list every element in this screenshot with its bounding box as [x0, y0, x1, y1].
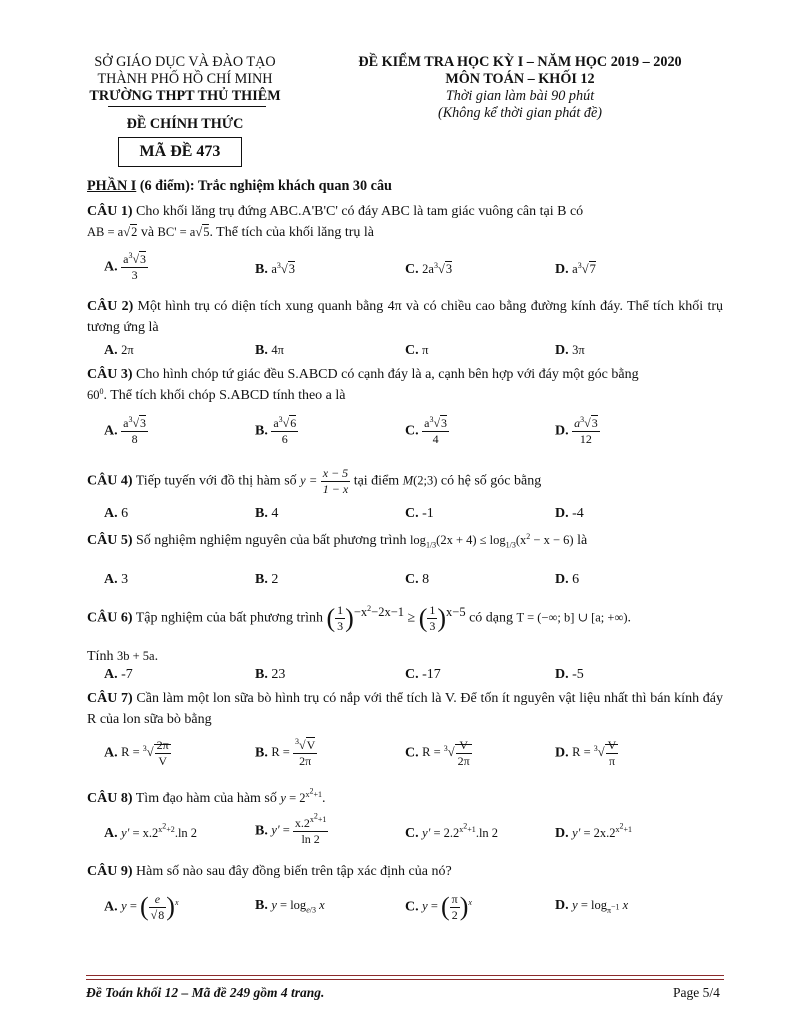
- math-expr: $2a^3√3$: [422, 260, 453, 276]
- answer-letter: C.: [405, 745, 419, 761]
- math-expr: = $2^{x^2+1}$: [285, 786, 323, 805]
- math-expr: $y' = 2.2^{x^2+1}.\ln$ 2: [422, 821, 499, 840]
- math-frac: $\frac{a^3√3}{3}$: [123, 251, 147, 282]
- math-expr: y: [280, 791, 286, 805]
- answer-letter: C.: [405, 667, 419, 682]
- header-divider: [108, 106, 266, 107]
- answer-a[interactable]: [104, 572, 128, 588]
- question-text: có dạng: [469, 610, 514, 626]
- answer-letter: B.: [255, 423, 268, 439]
- answer-a[interactable]: [104, 252, 148, 283]
- answer-d[interactable]: [555, 667, 584, 683]
- answer-letter: D.: [555, 826, 569, 841]
- exam-time: Thời gian làm bài 90 phút: [445, 88, 595, 104]
- answer-c[interactable]: [405, 262, 452, 278]
- math-expr: $y = \log_{e/3} x$: [271, 898, 325, 915]
- exam-code: MÃ ĐỀ 473: [118, 137, 242, 167]
- answer-a[interactable]: [104, 343, 134, 359]
- answer-letter: A.: [104, 506, 118, 521]
- answer-c[interactable]: [405, 667, 441, 683]
- answer-value: 3: [121, 572, 129, 587]
- exam-header: [330, 54, 710, 122]
- answer-letter: B.: [255, 343, 268, 358]
- answer-letter: D.: [555, 506, 569, 521]
- math-expr: (2;3): [413, 473, 438, 488]
- exam-note: (Không kể thời gian phát đề): [437, 105, 602, 121]
- question-3: [87, 364, 723, 406]
- math-expr: AB = a√2: [87, 225, 138, 239]
- answer-value: π: [422, 343, 429, 357]
- question-label: CÂU 4): [87, 473, 133, 489]
- answer-d[interactable]: [555, 821, 633, 842]
- question-text: Tìm đạo hàm của hàm số: [132, 791, 277, 806]
- math-expr: R = $^3$√ $\frac{V}{\pi}$: [572, 738, 617, 768]
- answer-letter: B.: [255, 898, 268, 913]
- math-frac: $\frac{x - 5}{1 - x}$: [322, 466, 349, 496]
- answer-letter: B.: [255, 823, 268, 839]
- math-expr: T = (−∞; b] ∪ [a; +∞): [516, 610, 628, 625]
- math-expr: y' = $\frac{x.2^{x^2+1}}{\ln 2}$: [271, 811, 327, 846]
- answer-a[interactable]: [104, 738, 171, 769]
- math-expr: R = $^3$√ $\frac{2\pi}{V}$: [121, 738, 169, 768]
- answer-letter: A.: [104, 423, 118, 439]
- answer-letter: A.: [104, 667, 118, 682]
- math-frac: $\frac{a^3√6}{6}$: [273, 415, 297, 446]
- school-name: TRƯỜNG THPT THỦ THIÊM: [89, 88, 281, 104]
- question-label: CÂU 7): [87, 691, 133, 706]
- math-expr: $60^0$: [87, 386, 104, 402]
- answer-value: -7: [121, 667, 133, 682]
- official-label: ĐỀ CHÍNH THỨC: [126, 116, 244, 132]
- question-text: Số nghiệm nghiệm nguyên của bất phương trình: [132, 533, 407, 548]
- math-expr: BC' = a√5: [157, 225, 210, 239]
- question-9: [87, 861, 723, 882]
- math-expr: R = $^3$√ $\frac{V}{2\pi}$: [422, 738, 470, 768]
- question-label: CÂU 6): [87, 610, 133, 626]
- question-text: Cần làm một lon sữa bò hình trụ có nắp với thể tích là V. Để tốn ít nguyên vật liệu nhất thì bán kính đáy R của lon sữa bò bằng: [87, 691, 723, 727]
- department-name: SỞ GIÁO DỤC VÀ ĐÀO TẠO: [94, 54, 276, 70]
- answer-letter: D.: [555, 667, 569, 682]
- answer-c[interactable]: [405, 506, 434, 522]
- answer-letter: C.: [405, 262, 419, 277]
- answer-letter: C.: [405, 343, 419, 358]
- answer-letter: B.: [255, 262, 268, 277]
- question-text: Một hình trụ có diện tích xung quanh bằng 4π và có chiều cao bằng đường kính đáy. Thể tích khối trụ tương ứng là: [87, 299, 723, 335]
- math-frac: $\frac{a^3√3}{4}$: [424, 415, 448, 446]
- math-expr: $\log_{1/3}(2x + 4) \le \log_{1/3}(x^2 - x - 6)$: [409, 531, 574, 550]
- answer-value: -4: [572, 506, 584, 521]
- math-frac: $\frac{a^3√3}{8}$: [123, 415, 147, 446]
- math-expr: y = ( $\frac{\pi}{2}$ )$^x$: [422, 892, 472, 922]
- answer-a[interactable]: [104, 506, 128, 522]
- answer-value: 6: [572, 572, 580, 587]
- answer-letter: A.: [104, 745, 118, 761]
- question-6-followup: Tính 3b + 5a.: [87, 649, 159, 664]
- answer-value: -5: [572, 667, 584, 682]
- answer-c[interactable]: [405, 572, 429, 588]
- math-expr: M: [402, 473, 414, 488]
- answer-d[interactable]: [555, 262, 596, 278]
- question-text: Cho hình chóp tứ giác đều S.ABCD có cạnh đáy là a, cạnh bên hợp với đáy một góc bằng: [132, 367, 639, 382]
- question-1: CÂU 1) Cho khối lăng trụ đứng ABC.A'B'C' có đáy ABC là tam giác vuông cân tại B có AB = a√2 và BC' = a√5. Thể tích của khối lăng trụ là: [87, 204, 584, 240]
- footer-divider: [86, 975, 724, 976]
- answer-a[interactable]: [104, 892, 179, 923]
- math-frac: $\frac{1}{3}$: [429, 603, 436, 633]
- math-expr: $y' = 2x.2^{x^2+1}$: [572, 821, 633, 840]
- answer-a[interactable]: [104, 821, 198, 842]
- question-text: Hàm số nào sau đây đồng biến trên tập xác định của nó?: [132, 864, 452, 879]
- question-label: CÂU 3): [87, 367, 133, 382]
- footer-note: Đề Toán khối 12 – Mã đề 249 gồm 4 trang.: [86, 985, 325, 1000]
- answer-b[interactable]: [255, 572, 278, 588]
- answer-c[interactable]: [405, 416, 449, 447]
- answer-value: 4: [271, 506, 279, 521]
- answer-letter: A.: [104, 343, 118, 358]
- answer-value: 23: [271, 667, 286, 682]
- math-expr: $a^3√3$: [271, 260, 296, 276]
- answer-letter: D.: [555, 423, 569, 439]
- answer-letter: B.: [255, 745, 268, 761]
- question-text: Tính: [87, 649, 114, 664]
- answer-c[interactable]: [405, 738, 472, 769]
- answer-d[interactable]: [555, 738, 618, 769]
- math-expr: y =: [300, 473, 318, 488]
- question-5: [87, 530, 723, 551]
- question-text: là: [577, 533, 588, 548]
- question-7: [87, 688, 723, 730]
- answer-letter: D.: [555, 898, 569, 913]
- part-label: PHẦN I: [87, 178, 137, 194]
- answer-b[interactable]: [255, 667, 285, 683]
- math-frac: $\frac{a^3√3}{12}$: [574, 415, 598, 446]
- answer-letter: D.: [555, 745, 569, 761]
- answer-letter: A.: [104, 826, 118, 841]
- answer-b[interactable]: [255, 506, 278, 522]
- math-frac: $\frac{1}{3}$: [337, 603, 344, 633]
- question-4: [87, 466, 723, 497]
- answer-a[interactable]: [104, 667, 133, 683]
- math-expr: 3b + 5a: [116, 649, 155, 663]
- answer-d[interactable]: [555, 416, 600, 447]
- question-6: CÂU 6) Tập nghiệm của bất phương trình ( $\frac{1}{3}$ )$^{-x^2-2x-1}$ ≥ ( $\frac{1}{3}$ )$^{x-5}$ có dạng T = (−∞; b] ∪ [a; +∞).: [87, 603, 632, 633]
- answer-letter: D.: [555, 343, 569, 358]
- answer-d[interactable]: [555, 898, 628, 914]
- question-text: Tập nghiệm của bất phương trình: [132, 610, 323, 626]
- math-expr: $a^3√7$: [572, 260, 596, 276]
- question-text: . Thể tích của khối lăng trụ là: [209, 225, 375, 240]
- answer-value: -17: [422, 667, 441, 682]
- part-description: (6 điểm): Trắc nghiệm khách quan 30 câu: [136, 178, 392, 194]
- answer-letter: B.: [255, 506, 268, 521]
- answer-letter: C.: [405, 423, 419, 439]
- answer-b[interactable]: [255, 738, 317, 769]
- answer-letter: A.: [104, 572, 118, 587]
- question-label: CÂU 2): [87, 299, 134, 314]
- answer-b[interactable]: [255, 811, 328, 847]
- answer-c[interactable]: [405, 892, 472, 923]
- answer-value: 2: [271, 572, 279, 587]
- math-expr: $y' = x.2^{x^2+2}.\ln$ 2: [121, 821, 198, 840]
- answer-b[interactable]: [255, 898, 325, 914]
- answer-b[interactable]: [255, 416, 298, 447]
- answer-letter: C.: [405, 506, 419, 521]
- answer-d[interactable]: [555, 343, 585, 359]
- answer-letter: B.: [255, 572, 268, 587]
- city-name: THÀNH PHỐ HỒ CHÍ MINH: [97, 71, 273, 87]
- question-text: có hệ số góc bằng: [440, 473, 542, 489]
- math-expr: $y = \log_{\pi^{-1}} x$: [572, 898, 629, 915]
- question-2: [87, 296, 723, 338]
- answer-value: 3π: [572, 343, 585, 357]
- answer-d[interactable]: [555, 572, 579, 588]
- math-expr: y = ( $\frac{e}{√8}$ )$^x$: [121, 892, 179, 922]
- answer-letter: C.: [405, 572, 419, 587]
- answer-d[interactable]: [555, 506, 584, 522]
- question-label: CÂU 8): [87, 791, 133, 806]
- answer-a[interactable]: [104, 416, 148, 447]
- question-label: CÂU 5): [87, 533, 133, 548]
- answer-letter: D.: [555, 572, 569, 587]
- part-heading: [87, 178, 392, 195]
- answer-c[interactable]: [405, 821, 499, 842]
- question-text: . Thể tích khối chóp S.ABCD tính theo a là: [103, 388, 346, 403]
- answer-value: 2π: [121, 343, 134, 357]
- school-header: [60, 54, 310, 105]
- question-text: Tiếp tuyến với đồ thị hàm số: [132, 473, 297, 489]
- question-label: CÂU 9): [87, 864, 133, 879]
- answer-b[interactable]: [255, 343, 284, 359]
- answer-letter: C.: [405, 899, 419, 915]
- exam-title: ĐỀ KIỂM TRA HỌC KỲ I – NĂM HỌC 2019 – 2020: [358, 54, 682, 70]
- exam-subject: MÔN TOÁN – KHỐI 12: [445, 71, 595, 87]
- answer-value: 6: [121, 506, 129, 521]
- question-text: tại điểm: [353, 473, 400, 489]
- answer-b[interactable]: [255, 262, 295, 278]
- math-expr: R = $\frac{^3√V}{2\pi}$: [271, 737, 316, 768]
- footer-divider: [86, 979, 724, 980]
- answer-letter: D.: [555, 262, 569, 277]
- page-number: Page 5/4: [673, 985, 720, 1000]
- question-label: CÂU 1): [87, 204, 133, 219]
- answer-letter: C.: [405, 826, 419, 841]
- answer-value: 4π: [271, 343, 284, 357]
- answer-letter: A.: [104, 899, 118, 915]
- answer-value: 8: [422, 572, 430, 587]
- answer-letter: B.: [255, 667, 268, 682]
- answer-c[interactable]: [405, 343, 428, 359]
- question-text: Cho khối lăng trụ đứng ABC.A'B'C' có đáy ABC là tam giác vuông cân tại B có: [132, 204, 584, 219]
- answer-letter: A.: [104, 259, 118, 275]
- question-8: CÂU 8) Tìm đạo hàm của hàm số $y = 2^{x^2+1}$.: [87, 786, 326, 806]
- answer-value: -1: [422, 506, 434, 521]
